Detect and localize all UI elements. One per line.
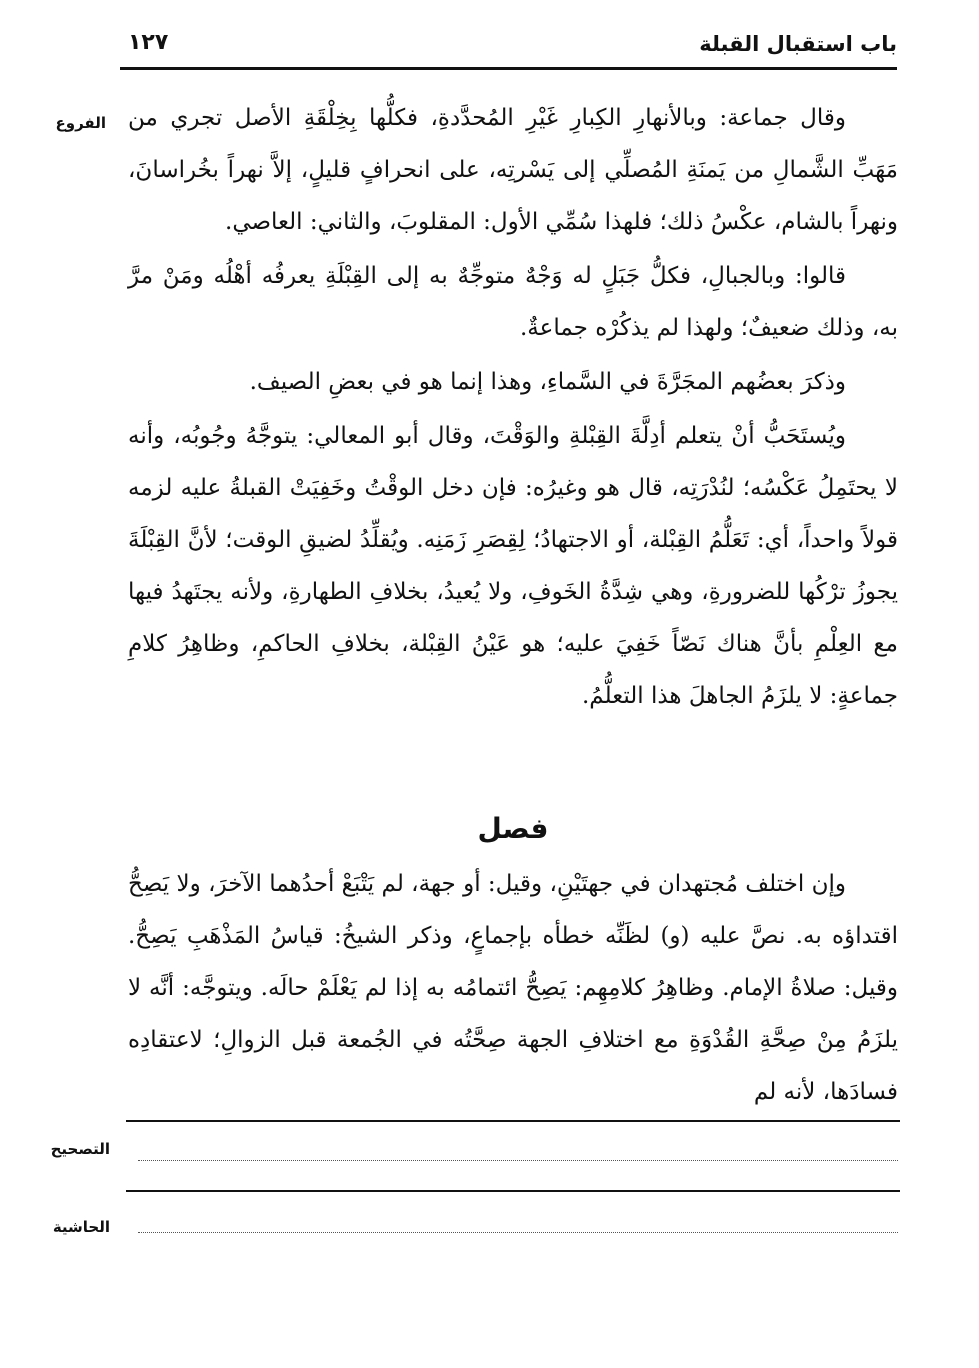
correction-top-rule xyxy=(126,1120,900,1122)
footnote-dotted-line[interactable] xyxy=(138,1232,898,1233)
paragraph-3: وذكرَ بعضُهم المجَرَّةَ في السَّماءِ، وهذا إنما هو في بعضِ الصيف. xyxy=(249,369,846,395)
margin-label-furu: الفروع xyxy=(55,114,106,132)
chapter-title: باب استقبال القبلة xyxy=(699,32,897,56)
section-text xyxy=(128,858,898,1120)
paragraph-4: ويُستَحَبُّ أنْ يتعلم أدِلَّةَ القِبْلةِ والوَقْتَ، وقال أبو المعالي: يتوجَّهُ وجُوبُه، وأنه لا يحتَمِلُ عَكْسُه؛ لنُدْرَتِه، قال هو وغيرُه: فإن دخل الوقْتُ وخَفِيَتْ القبلةُ عليه لزمه قولاً واحداً، أي: تَعَلُّمُ القِبْلة، أو الاجتهادُ؛ لِقِصَرِ زَمَنِه. ويُقلِّدُ لضيقِ الوقت؛ لأنَّ القِبْلَةَ يجوزُ ترْكُها للضرورةِ، وهي شِدَّةُ الخَوفِ، ولا يُعيدُ، بخلافِ الطهارةِ، ولأنه يجتَهدُ فيها مع العِلْمِ بأنَّ هناك نَصّاً خَفِيَ عليه؛ هو عَيْنُ القِبْلة، بخلافِ الحاكمِ، وظاهِرُ كلامِ جماعةٍ: لا يلزَمُ الجاهلَ هذا التعلُّمُ. xyxy=(128,423,898,709)
footnote-label: الحاشية xyxy=(52,1218,110,1236)
paragraph-1: وقال جماعة: وبالأنهارِ الكِبارِ غَيْرِ المُحدَّدةِ، فكلُّها بِخِلْقَةِ الأصل تجري من مَهَبِّ الشَّمالِ من يَمنَةِ المُصلِّي إلى يَسْرتِه، على انحرافٍ قليلٍ، إلاَّ نهراً بخُراسانَ، ونهراً بالشام، عكْسُ ذلك؛ فلهذا سُمِّي الأول: المقلوبَ، والثاني: العاصي. xyxy=(128,105,898,235)
section-heading: فصل xyxy=(477,812,549,845)
section-paragraph: وإن اختلف مُجتهدان في جهتَيْنِ، وقيل: أو جهة، لم يَتْبَعْ أحدُهما الآخرَ، ولا يَصِحُّ اقتداؤه به. نصَّ عليه (و) لظَنِّه خطأه بإجماعٍ، وذكر الشيخُ: قياسُ المَذْهَبِ يَصِحُّ. وقيل: صلاةُ الإمام. وظاهِرُ كلامِهِم: يَصِحُّ ائتمامُه به إذا لم يَعْلَمْ حالَه. ويتوجَّه: أنَّه لا يلزَمُ مِنْ صِحَّةِ القُدْوَةِ مع اختلافِ الجهة صِحَّتُه في الجُمعة قبل الزوالِ؛ لاعتقادِه فسادَها، لأنه لم xyxy=(128,871,898,1105)
paragraph-2: قالوا: وبالجبالِ، فكلُّ جَبَلٍ له وَجْهٌ متوجِّهٌ به إلى القِبْلَةِ يعرفُه أهْلُه ومَنْ مرَّ به، وذلك ضعيفٌ؛ ولهذا لم يذكُرْه جماعةٌ. xyxy=(128,263,898,341)
main-text xyxy=(128,92,898,724)
correction-bottom-rule xyxy=(126,1190,900,1192)
page-number: ١٢٧ xyxy=(128,30,169,55)
page-header xyxy=(120,28,897,68)
header-rule xyxy=(120,67,897,70)
correction-label: التصحيح xyxy=(50,1140,110,1158)
correction-dotted-line[interactable] xyxy=(138,1160,898,1161)
